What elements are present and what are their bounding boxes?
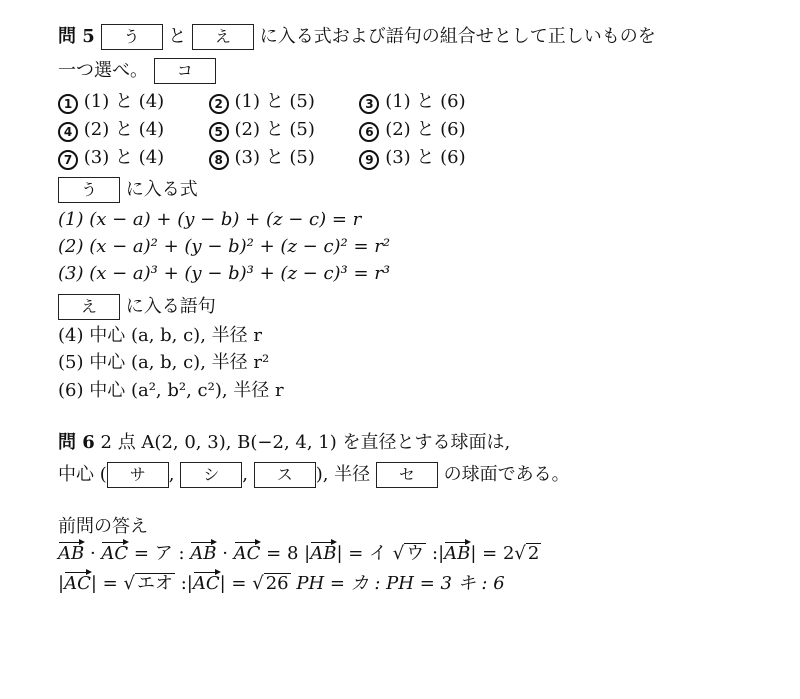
answer-box-su: ス [254, 462, 316, 488]
options-row-1 [58, 89, 504, 115]
phrase-5: (5) 中心 (a, b, c), 半径 r² [58, 352, 270, 373]
option-number-icon: 9 [359, 150, 379, 170]
option-number-icon: 6 [359, 122, 379, 142]
vector-ab: AB [58, 541, 84, 567]
answer-box-shi: シ [180, 462, 242, 488]
sqrt-icon: √ [252, 573, 264, 594]
q5-to: と [168, 26, 187, 47]
e-heading-text: に入る語句 [125, 296, 216, 317]
u-heading [58, 177, 198, 203]
e-heading [58, 294, 216, 320]
option-text: (3) と (4) [83, 147, 165, 168]
radicand: ウ [406, 543, 425, 564]
option-text: (3) と (6) [385, 147, 466, 168]
options-row-3 [58, 145, 504, 171]
vector-ac: AC [193, 571, 220, 597]
option-number-icon: 2 [209, 94, 229, 114]
option-1[interactable] [58, 89, 203, 115]
answer-box-u-2: う [58, 177, 120, 203]
prev-line2 [58, 571, 505, 597]
prev-text: | = [219, 573, 247, 594]
q6-label: 問 6 [58, 432, 95, 453]
prev-heading: 前問の答え [58, 516, 148, 537]
option-number-icon: 4 [58, 122, 78, 142]
answer-box-e: え [192, 24, 254, 50]
prev-text: | = [90, 573, 118, 594]
vector-ac: AC [64, 571, 91, 597]
q6-line1 [58, 430, 510, 456]
phrase-4: (4) 中心 (a, b, c), 半径 r [58, 325, 262, 346]
q6-line2: 中心 ( サ , シ , ス ), 半径 セ の球面である。 [58, 462, 570, 488]
option-text: (1) と (4) [83, 91, 165, 112]
option-number-icon: 7 [58, 150, 78, 170]
prev-text: :| [432, 543, 445, 564]
formula-3: (3) (x − a)³ + (y − b)³ + (z − c)³ = r³ [58, 263, 391, 284]
q6-radius: ), 半径 [315, 464, 371, 485]
option-text: (1) と (5) [234, 91, 315, 112]
radicand: 26 [265, 573, 289, 594]
q5-text2: 一つ選べ。 [58, 60, 148, 81]
option-8[interactable] [209, 145, 354, 171]
radicand: 2 [527, 543, 540, 564]
answer-box-e-2: え [58, 294, 120, 320]
vector-ac: AC [234, 541, 261, 567]
q5-line1 [58, 24, 656, 50]
answer-box-sa: サ [107, 462, 169, 488]
option-text: (2) と (6) [385, 119, 466, 140]
option-4[interactable] [58, 117, 203, 143]
option-number-icon: 8 [209, 150, 229, 170]
option-text: (2) と (5) [234, 119, 315, 140]
prev-text: PH = カ : PH = 3 キ : 6 [296, 573, 505, 594]
vector-ac: AC [101, 541, 128, 567]
prev-text: | = 2 [470, 543, 515, 564]
sqrt-icon: √ [514, 543, 526, 564]
phrase-6: (6) 中心 (a², b², c²), 半径 r [58, 380, 284, 401]
prev-text: = 8 | [266, 543, 311, 564]
sqrt-icon: √ [123, 573, 135, 594]
option-9[interactable] [359, 145, 504, 171]
q5-label: 問 5 [58, 26, 95, 47]
option-5[interactable] [209, 117, 354, 143]
option-text: (1) と (6) [385, 91, 466, 112]
q6-tail: の球面である。 [443, 464, 570, 485]
formula-2: (2) (x − a)² + (y − b)² + (z − c)² = r² [58, 236, 391, 257]
option-6[interactable] [359, 117, 504, 143]
vector-ab: AB [444, 541, 470, 567]
option-3[interactable] [359, 89, 504, 115]
prev-text: | [58, 573, 65, 594]
formula-1: (1) (x − a) + (y − b) + (z − c) = r [58, 209, 362, 230]
option-number-icon: 1 [58, 94, 78, 114]
option-2[interactable] [209, 89, 354, 115]
option-number-icon: 5 [209, 122, 229, 142]
sqrt-icon: √ [392, 543, 405, 564]
option-text: (2) と (4) [83, 119, 165, 140]
q6-text1: 2 点 A(2, 0, 3), B(−2, 4, 1) を直径とする球面は, [100, 432, 511, 453]
radicand: エオ [136, 573, 173, 594]
prev-text: | = イ [336, 543, 388, 564]
answer-box-u: う [101, 24, 163, 50]
q5-line2 [58, 58, 216, 84]
vector-ab: AB [190, 541, 216, 567]
answer-box-se: セ [376, 462, 438, 488]
option-7[interactable] [58, 145, 203, 171]
prev-text: = ア : [133, 543, 185, 564]
prev-text: :| [180, 573, 193, 594]
options-row-2 [58, 117, 504, 143]
prev-line1: AB · AC = ア : AB · AC = 8 |AB| = イ √ ウ :|AB| = 2√ 2 [58, 541, 541, 567]
q6-center: 中心 ( [58, 464, 107, 485]
u-heading-text: に入る式 [125, 179, 198, 200]
q5-text1: に入る式および語句の組合せとして正しいものを [259, 26, 656, 47]
option-text: (3) と (5) [234, 147, 315, 168]
vector-ab: AB [310, 541, 336, 567]
answer-box-ko: コ [154, 58, 216, 84]
option-number-icon: 3 [359, 94, 379, 114]
